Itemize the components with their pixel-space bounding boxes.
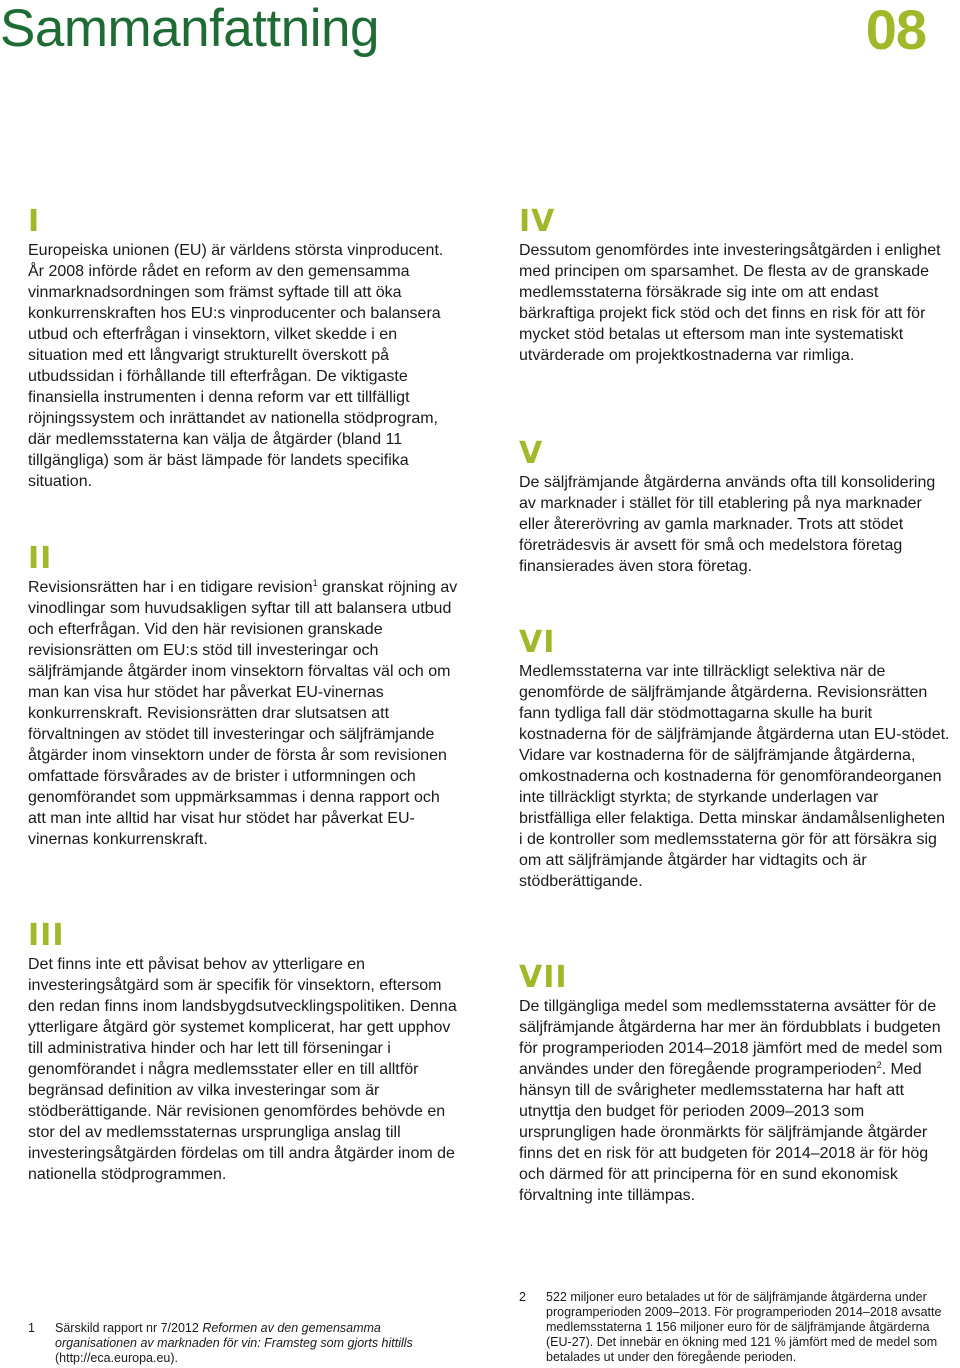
section-text-part: De tillgängliga medel som medlemsstaterna avsätter för de säljfrämjande åtgärderna har mer än fördubblats i budgeten för programperioden 2014–2018 jämfört med de medel som användes under den föregående programperioden: [519, 998, 943, 1078]
footnote-ref[interactable]: 1: [312, 578, 318, 588]
footnote-report-title: Reformen av den gemensamma organisationen av marknaden för vin: Framsteg som gjorts hittills: [55, 1321, 413, 1350]
section-text-part: . Med hänsyn till de svårigheter medlemsstaterna har haft att utnyttja den budget för perioden 2009–2013 som ursprungligen hade öronmärkts för säljfrämjande åtgärder finns det en risk för att budgeten för 2014–2018 är för hög och därmed för att principerna för en sund ekonomisk förvaltning inte tillämpas.: [519, 1061, 929, 1204]
chapter-number: 08: [865, 0, 926, 61]
section-numeral: V: [519, 436, 544, 471]
footnote-text: 522 miljoner euro betalades ut för de säljfrämjande åtgärderna under programperioden 2009–2013. För programperioden 2014–2018 avsatte medlemsstaterna 1 156 miljoner euro för de säljfrämjande åtgärderna (EU-27). Det innebär en ökning med 121 % jämfört med de medel som betalades ut under den föregående perioden.: [546, 1290, 942, 1364]
footnote-2: [519, 1290, 951, 1366]
section-text-part: granskat röjning av vinodlingar som huvudsakligen syftar till att balansera utbud och efterfrågan. Vid den här revisionen granskade revisionsrätten om EU:s stöd till investeringar och säljfrämjande åtgärder inom vinsektorn förvaltas väl och om man kan visa hur stödet har påverkat EU-vinernas konkurrenskraft. Revisionsrätten drar slutsatsen att förvaltningen av stödet till investeringar och säljfrämjande åtgärder inom vinsektorn under de första år som revisionen omfattade försvårades av de brister i utformningen och genomförandet som uppmärksammas i denna rapport och att man inte alltid har visat hur stödet har påverkat EU-vinernas konkurrenskraft.: [28, 579, 458, 848]
section-numeral: IV: [519, 204, 556, 239]
footnote-lead: Särskild rapport nr 7/2012: [55, 1321, 203, 1335]
section-v: [519, 438, 951, 577]
footnote-number: 1: [28, 1321, 35, 1335]
section-text: Dessutom genomfördes inte investeringsåtgärden i enlighet med principen om sparsamhet. De flesta av de granskade medlemsstaterna försäkrade sig inte om att endast bärkraftiga projekt fick stöd och det finns en risk för att för mycket stöd betalas ut eftersom man inte systematiskt utvärderade om projektkostnaderna var rimliga.: [519, 242, 941, 364]
section-text: De säljfrämjande åtgärderna används ofta till konsolidering av marknader i stället för till etablering på nya marknader eller återerövring av gamla marknader. Trots att stödet företrädesvis är avsett för små och medelstora företag finansierades även stora företag.: [519, 474, 936, 575]
section-ii: [28, 543, 460, 850]
section-text: Europeiska unionen (EU) är världens största vinproducent. År 2008 införde rådet en reform av den gemensamma vinmarknadsordningen som främst syftade till att öka konkurrenskraften hos EU:s vinproducenter och balansera utbud och efterfrågan i vinsektorn, vilket skedde i en situation med ett långvarigt strukturellt överskott på utbudssidan i förhållande till efterfrågan. De viktigaste finansiella instrumenten i denna reform var ett tillfälligt röjningssystem och inrättandet av nationella stödprogram, där medlemsstaterna kan välja de åtgärder (bland 11 tillgängliga) som är bäst lämpade för landets specifika situation.: [28, 242, 444, 490]
section-numeral: VII: [519, 960, 568, 995]
section-numeral: VI: [519, 625, 556, 660]
section-numeral: II: [28, 541, 53, 576]
section-vii: [519, 962, 951, 1206]
section-text: Det finns inte ett påvisat behov av ytterligare en investeringsåtgärd som är specifik för vinsektorn, eftersom den redan finns inom landsbygdsutvecklingspolitiken. Denna ytterligare åtgärd gör systemet komplicerat, har gett upphov till administrativa hinder och har lett till förseningar i genomförandet i några medlemsstater eller en till alltför begränsad definition av vilka investeringar som är stödberättigande. När revisionen genomfördes behövde en stor del av medlemsstaternas ursprungliga anslag till investeringsåtgärden fördelas om till andra åtgärder inom de nationella stödprogrammen.: [28, 956, 457, 1183]
section-numeral: III: [28, 918, 65, 953]
footnote-text: [55, 1321, 455, 1366]
section-text: [28, 577, 460, 850]
section-iii: [28, 920, 460, 1185]
section-vi: [519, 627, 951, 892]
footnote-1: [28, 1321, 460, 1367]
section-text-part: Revisionsrätten har i en tidigare revision: [28, 579, 313, 596]
section-text: Medlemsstaterna var inte tillräckligt selektiva när de genomförde de säljfrämjande åtgärderna. Revisionsrätten fann tydliga fall där stödmottagarna skulle ha burit kostnaderna för de säljfrämjande åtgärderna utan EU-stödet. Vidare var kostnaderna för de säljfrämjande åtgärderna, omkostnaderna och kostnaderna för genomförandeorganen inte tillräckligt styrkta; de styrkande underlagen var bristfälliga eller felaktiga. Detta minskar ändamålsenligheten i de kontroller som medlemsstaterna gör för att försäkra sig om att säljfrämjande åtgärder har vidtagits och är stödberättigande.: [519, 663, 950, 890]
footnote-number: 2: [519, 1290, 526, 1304]
section-text: [519, 996, 951, 1206]
section-i: [28, 206, 460, 492]
section-iv: [519, 206, 951, 366]
footnote-ref[interactable]: 2: [876, 1060, 882, 1070]
page-title: Sammanfattning: [0, 0, 379, 58]
section-numeral: I: [28, 204, 41, 239]
footnote-link[interactable]: (http://eca.europa.eu).: [55, 1351, 178, 1365]
